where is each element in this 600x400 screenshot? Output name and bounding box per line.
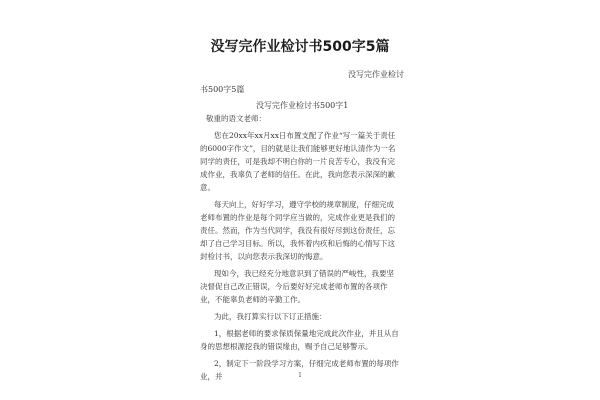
paragraph: 您在20xx年xx月xx日布置支配了作业“写一篇关于责任的6000字作文”，目的就是让我们能够更好地认清作为一名同学的责任，可是我却不明白你的一片良苦专心，我没有完成作业，我辜负了老师的信任。在此，我向您表示深深的歉意。 bbox=[200, 131, 396, 192]
paragraph: 1，根据老师的要求保质保量地完成此次作业，并且从自身的思想根源挖我的错误缘由，赐予自己足够警示。 bbox=[200, 329, 399, 351]
document-title: 没写完作业检讨书500字5篇 bbox=[210, 39, 390, 55]
document-body bbox=[200, 112, 400, 387]
paragraph: 现如今，我已经充分地意识到了错误的严峻性，我要坚决督促自己改正错误，今后要好好完成老师布置的各项作业，不能辜负老师的辛勤工作。 bbox=[200, 269, 394, 304]
greeting: 敬重的语文老师： bbox=[206, 114, 266, 123]
header-left-text: 书500字5篇 bbox=[200, 85, 245, 94]
document-subtitle: 没写完作业检讨书500字1 bbox=[256, 101, 349, 110]
paragraph: 每天向上，好好学习，遵守学校的规章制度，仔细完成老师布置的作业是每个同学应当做的，完成作业更是我们的责任。然而，作为当代同学，我没有很好尽到这份责任，忘却了自己学习目标。所以，我怀着内疚和后悔的心情写下这封检讨书，以向您表示我深切的悔意。 bbox=[200, 200, 395, 261]
header-right-text: 没写完作业检讨 bbox=[348, 70, 404, 79]
page-number: 1 bbox=[298, 372, 302, 379]
paragraph: 2，制定下一阶段学习方案，仔细完成老师布置的每项作业，并 bbox=[200, 359, 399, 381]
paragraph: 为此，我打算实行以下订正措施： bbox=[214, 312, 327, 321]
